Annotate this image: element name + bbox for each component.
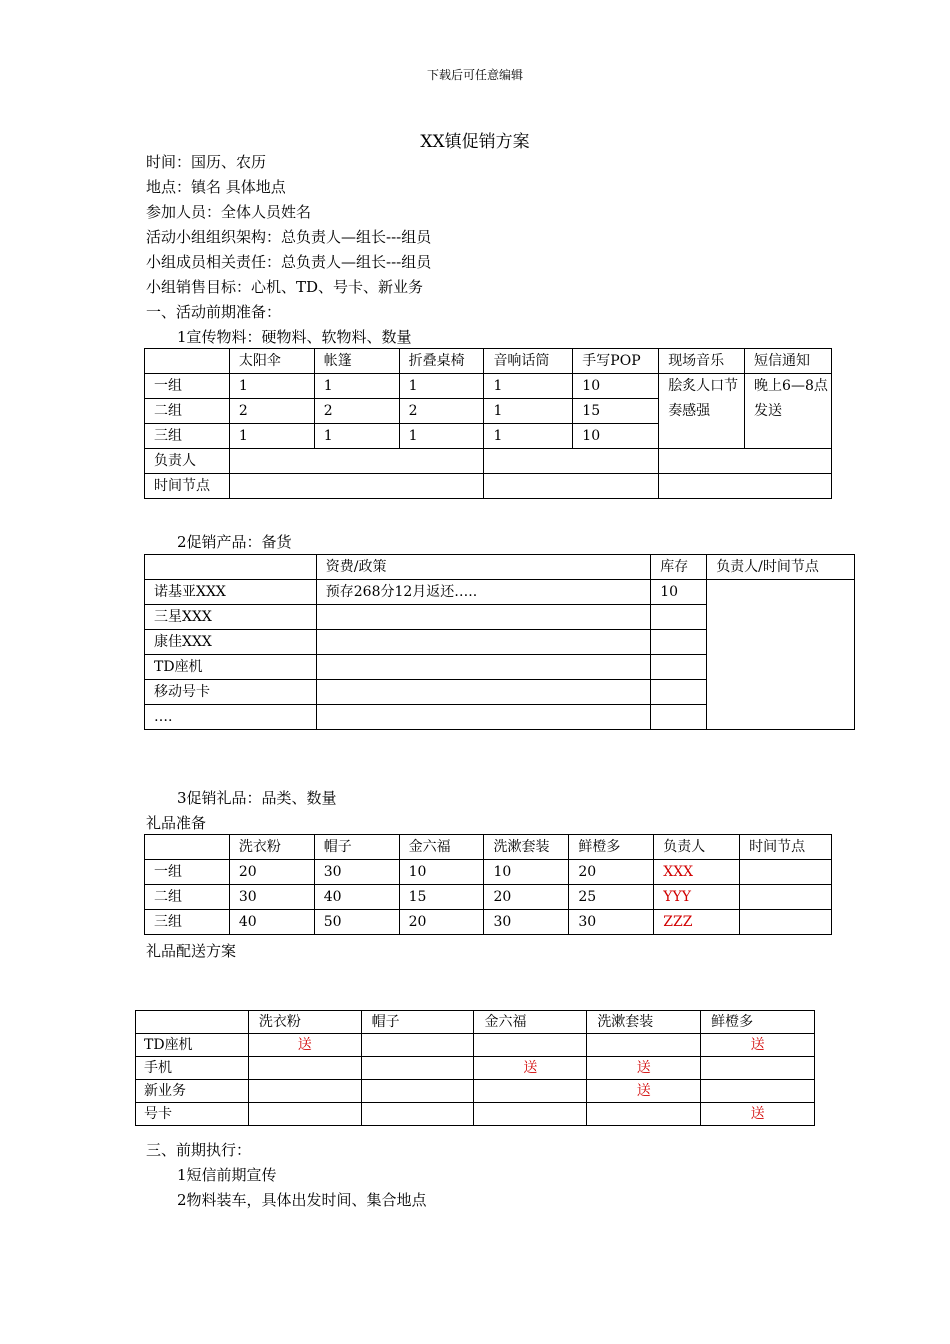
table-cell xyxy=(316,705,650,730)
owner-cell: ZZZ xyxy=(654,910,740,935)
table-cell: 二组 xyxy=(145,885,230,910)
table-cell: 1 xyxy=(399,424,484,449)
delivery-mark xyxy=(701,1057,815,1080)
table-cell: 三星XXX xyxy=(145,605,317,630)
delivery-mark xyxy=(248,1057,361,1080)
header-cell xyxy=(145,835,230,860)
table-row xyxy=(136,1057,815,1080)
table-cell: 1 xyxy=(314,424,399,449)
table-cell xyxy=(316,605,650,630)
table-cell xyxy=(740,860,832,885)
sub-promo-gifts: 3促销礼品：品类、数量 xyxy=(177,789,337,807)
header-cell xyxy=(145,349,230,374)
table-cell: 1 xyxy=(484,399,573,424)
delivery-mark xyxy=(701,1080,815,1103)
table-cell: 30 xyxy=(484,910,569,935)
table-cell: 负责人 xyxy=(145,449,230,474)
header-cell xyxy=(145,555,317,580)
page-title: XX镇促销方案 xyxy=(420,132,530,152)
table-row xyxy=(145,910,832,935)
table-row xyxy=(136,1080,815,1103)
table-row xyxy=(145,860,832,885)
table-cell xyxy=(229,449,484,474)
table-cell: 20 xyxy=(399,910,484,935)
table-cell xyxy=(229,474,484,499)
info-location: 地点：镇名 具体地点 xyxy=(146,178,286,196)
header-cell: 鲜橙多 xyxy=(701,1011,815,1034)
header-cell: 资费/政策 xyxy=(316,555,650,580)
table-cell: 新业务 xyxy=(136,1080,249,1103)
delivery-mark xyxy=(587,1034,701,1057)
table-cell: 20 xyxy=(484,885,569,910)
gift-delivery-label: 礼品配送方案 xyxy=(146,942,237,960)
table-cell: 2 xyxy=(229,399,314,424)
table-row xyxy=(145,449,832,474)
table-cell: 10 xyxy=(399,860,484,885)
table-cell: 1 xyxy=(314,374,399,399)
header-cell: 负责人/时间节点 xyxy=(707,555,855,580)
header-cell: 折叠桌椅 xyxy=(399,349,484,374)
delivery-mark xyxy=(474,1080,587,1103)
table-row xyxy=(136,1034,815,1057)
sms-cell: 晚上6—8点发送 xyxy=(745,374,832,449)
delivery-mark: 送 xyxy=(474,1057,587,1080)
table-cell: 30 xyxy=(314,860,399,885)
table-cell: 手机 xyxy=(136,1057,249,1080)
table-cell: TD座机 xyxy=(136,1034,249,1057)
table-cell: 10 xyxy=(484,860,569,885)
promo-products-table xyxy=(144,554,855,730)
table-cell: …. xyxy=(145,705,317,730)
table-cell xyxy=(651,630,707,655)
info-participants: 参加人员：全体人员姓名 xyxy=(146,203,312,221)
table-row xyxy=(145,474,832,499)
table-row xyxy=(145,580,855,605)
header-cell: 太阳伞 xyxy=(229,349,314,374)
section1-heading: 一、活动前期准备： xyxy=(146,303,282,321)
promo-materials-table xyxy=(144,348,832,499)
table-header-row xyxy=(145,349,832,374)
table-cell xyxy=(316,630,650,655)
info-responsibilities: 小组成员相关责任：总负责人—组长---组员 xyxy=(146,253,432,271)
header-cell: 金六福 xyxy=(399,835,484,860)
owner-time-cell xyxy=(707,580,855,730)
table-cell xyxy=(316,680,650,705)
header-cell: 洗漱套装 xyxy=(587,1011,701,1034)
table-cell: 三组 xyxy=(145,424,230,449)
table-header-row xyxy=(136,1011,815,1034)
table-cell: 号卡 xyxy=(136,1103,249,1126)
table-cell: 2 xyxy=(399,399,484,424)
header-cell: 洗漱套装 xyxy=(484,835,569,860)
table-cell: 2 xyxy=(314,399,399,424)
delivery-mark xyxy=(361,1034,474,1057)
table-cell: 预存268分12月返还….. xyxy=(316,580,650,605)
delivery-mark xyxy=(248,1103,361,1126)
table-cell: 二组 xyxy=(145,399,230,424)
table-cell xyxy=(651,705,707,730)
table-cell xyxy=(659,449,832,474)
table-cell: 康佳XXX xyxy=(145,630,317,655)
header-cell xyxy=(136,1011,249,1034)
header-cell: 金六福 xyxy=(474,1011,587,1034)
info-org-structure: 活动小组组织架构：总负责人—组长---组员 xyxy=(146,228,432,246)
delivery-mark xyxy=(361,1103,474,1126)
table-header-row xyxy=(145,555,855,580)
section3-heading: 三、前期执行： xyxy=(146,1141,252,1159)
table-cell: 1 xyxy=(484,374,573,399)
header-cell: 负责人 xyxy=(654,835,740,860)
execution-item: 2物料装车，具体出发时间、集合地点 xyxy=(177,1191,427,1209)
table-cell: 30 xyxy=(229,885,314,910)
info-time: 时间：国历、农历 xyxy=(146,153,267,171)
sub-promo-materials: 1宣传物料：硬物料、软物料、数量 xyxy=(177,328,412,346)
table-row xyxy=(145,885,832,910)
table-cell xyxy=(651,680,707,705)
header-note: 下载后可任意编辑 xyxy=(426,68,523,82)
delivery-mark xyxy=(474,1034,587,1057)
table-cell: 时间节点 xyxy=(145,474,230,499)
delivery-mark xyxy=(474,1103,587,1126)
table-cell xyxy=(316,655,650,680)
table-cell: 10 xyxy=(651,580,707,605)
table-header-row xyxy=(145,835,832,860)
delivery-mark xyxy=(361,1080,474,1103)
table-cell: 20 xyxy=(569,860,654,885)
header-cell: 帐篷 xyxy=(314,349,399,374)
header-cell: 短信通知 xyxy=(745,349,832,374)
header-cell: 洗衣粉 xyxy=(229,835,314,860)
owner-cell: XXX xyxy=(654,860,740,885)
table-cell: 一组 xyxy=(145,374,230,399)
header-cell: 库存 xyxy=(651,555,707,580)
delivery-mark: 送 xyxy=(587,1057,701,1080)
table-cell: 一组 xyxy=(145,860,230,885)
header-cell: 帽子 xyxy=(314,835,399,860)
table-row xyxy=(145,374,832,399)
table-cell: 15 xyxy=(399,885,484,910)
delivery-mark xyxy=(587,1103,701,1126)
table-cell: 三组 xyxy=(145,910,230,935)
table-cell: 1 xyxy=(229,424,314,449)
table-cell xyxy=(651,605,707,630)
info-sales-target: 小组销售目标：心机、TD、号卡、新业务 xyxy=(146,278,424,296)
table-cell xyxy=(740,910,832,935)
table-cell: 1 xyxy=(484,424,573,449)
delivery-mark xyxy=(361,1057,474,1080)
table-cell: 10 xyxy=(573,374,659,399)
table-cell: 诺基亚XXX xyxy=(145,580,317,605)
table-cell xyxy=(484,474,659,499)
table-cell: 40 xyxy=(229,910,314,935)
table-cell xyxy=(659,474,832,499)
delivery-mark: 送 xyxy=(248,1034,361,1057)
table-cell: 50 xyxy=(314,910,399,935)
table-cell: 20 xyxy=(229,860,314,885)
table-cell: 1 xyxy=(399,374,484,399)
table-cell: 10 xyxy=(573,424,659,449)
sub-promo-products: 2促销产品：备货 xyxy=(177,533,292,551)
delivery-mark: 送 xyxy=(701,1034,815,1057)
table-cell: 1 xyxy=(229,374,314,399)
table-cell: 25 xyxy=(569,885,654,910)
table-row xyxy=(136,1103,815,1126)
table-cell xyxy=(484,449,659,474)
gift-delivery-table xyxy=(135,1010,815,1126)
music-cell: 脍炙人口节奏感强 xyxy=(659,374,745,449)
execution-item: 1短信前期宣传 xyxy=(177,1166,277,1184)
header-cell: 帽子 xyxy=(361,1011,474,1034)
header-cell: 鲜橙多 xyxy=(569,835,654,860)
gift-prep-label: 礼品准备 xyxy=(146,814,207,832)
table-cell: 15 xyxy=(573,399,659,424)
header-cell: 洗衣粉 xyxy=(248,1011,361,1034)
gift-prep-table xyxy=(144,834,832,935)
delivery-mark xyxy=(248,1080,361,1103)
owner-cell: YYY xyxy=(654,885,740,910)
header-cell: 现场音乐 xyxy=(659,349,745,374)
header-cell: 音响话筒 xyxy=(484,349,573,374)
header-cell: 时间节点 xyxy=(740,835,832,860)
table-cell: 移动号卡 xyxy=(145,680,317,705)
table-cell xyxy=(740,885,832,910)
table-cell xyxy=(651,655,707,680)
delivery-mark: 送 xyxy=(701,1103,815,1126)
table-cell: TD座机 xyxy=(145,655,317,680)
table-cell: 40 xyxy=(314,885,399,910)
delivery-mark: 送 xyxy=(587,1080,701,1103)
header-cell: 手写POP xyxy=(573,349,659,374)
table-cell: 30 xyxy=(569,910,654,935)
